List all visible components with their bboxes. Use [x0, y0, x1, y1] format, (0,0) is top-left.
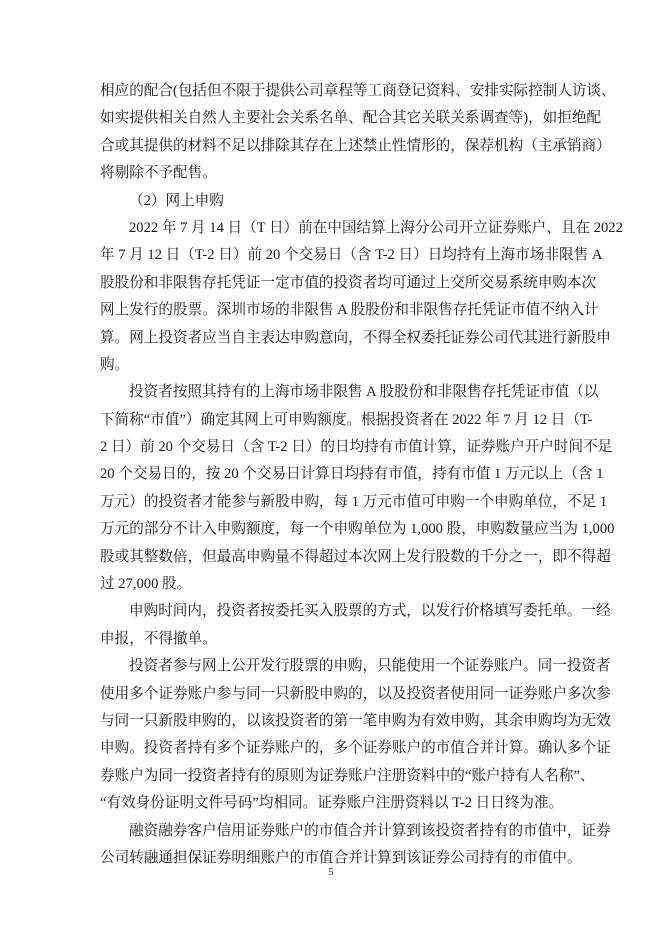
paragraph-subscription-quota — [100, 379, 615, 598]
text-line: 股股份和非限售存托凭证一定市值的投资者均可通过上交所交易系统申购本次 — [100, 274, 597, 291]
text-line: 公司转融通担保证券明细账户的市值合并计算到该证券公司持有的市值中。 — [100, 849, 582, 866]
text-line: 合或其提供的材料不足以排除其存在上述禁止性情形的，保荐机构（主承销商） — [100, 137, 611, 154]
text-line: 如实提供相关自然人主要社会关系名单、配合其它关联关系调查等)，如拒绝配 — [100, 110, 602, 127]
page-number: 5 — [328, 866, 334, 878]
text-line: 2 日）前 20 个交易日（含 T-2 日）的日均持有市值计算，证券账户开户时间不足 — [100, 439, 613, 456]
text-line: 过 27,000 股。 — [100, 576, 192, 593]
text-line: 券账户为同一投资者持有的原则为证券账户注册资料中的“账户持有人名称”、 — [100, 767, 595, 784]
text-line: 股或其整数倍，但最高申购量不得超过本次网上发行股数的千分之一，即不得超 — [100, 548, 611, 565]
text-line: 投资者参与网上公开发行股票的申购，只能使用一个证券账户。同一投资者 — [129, 658, 611, 675]
text-line: 使用多个证券账户参与同一只新股申购的，以及投资者使用同一证券账户多次参 — [100, 685, 611, 702]
paragraph-single-account — [100, 653, 611, 817]
text-line: 下简称“市值”）确定其网上可申购额度。根据投资者在 2022 年 7 月 12 日（T- — [100, 411, 593, 428]
text-line: 年 7 月 12 日（T-2 日）前 20 个交易日（含 T-2 日）日均持有上海市场非限售 A — [100, 247, 603, 264]
paragraph-matching-cooperation — [100, 78, 616, 188]
paragraph-eligibility — [100, 215, 623, 379]
text-line: 与同一只新股申购的，以该投资者的第一笔申购为有效申购，其余申购均为无效 — [100, 712, 611, 729]
document-page — [100, 78, 623, 872]
text-line: 将剔除不予配售。 — [100, 165, 217, 182]
text-line: 网上发行的股票。深圳市场的非限售 A 股股份和非限售存托凭证市值不纳入计 — [100, 302, 599, 319]
text-line: 融资融券客户信用证券账户的市值合并计算到该投资者持有的市值中，证券 — [129, 822, 611, 839]
text-line: 万元）的投资者才能参与新股申购，每 1 万元市值可申购一个申购单位，不足 1 — [100, 493, 608, 510]
text-line: 2022 年 7 月 14 日（T 日）前在中国结算上海分公司开立证券账户、且在 2022 — [129, 219, 623, 236]
text-line: “有效身份证明文件号码”均相同。证券账户注册资料以 T-2 日日终为准。 — [100, 795, 564, 812]
text-line: 投资者按照其持有的上海市场非限售 A 股股份和非限售存托凭证市值（以 — [129, 384, 599, 401]
paragraph-margin-accounts — [100, 818, 611, 873]
text-line: 申购。投资者持有多个证券账户的，多个证券账户的市值合并计算。确认多个证 — [100, 740, 611, 757]
text-line: 相应的配合(包括但不限于提供公司章程等工商登记资料、安排实际控制人访谈、 — [100, 83, 616, 99]
text-line: 万元的部分不计入申购额度，每一个申购单位为 1,000 股，申购数量应当为 1,000 — [100, 521, 615, 538]
section-heading: （2）网上申购 — [129, 192, 224, 209]
paragraph-subscription-time — [100, 598, 611, 653]
text-line: 申购时间内，投资者按委托买入股票的方式，以发行价格填写委托单。一经 — [129, 603, 611, 620]
section-heading-online-subscription — [100, 188, 564, 215]
text-line: 购。 — [100, 356, 130, 373]
text-line: 申报，不得撤单。 — [100, 630, 217, 647]
text-line: 算。网上投资者应当自主表达申购意向，不得全权委托证券公司代其进行新股申 — [100, 329, 611, 346]
text-line: 20 个交易日的，按 20 个交易日计算日均持有市值，持有市值 1 万元以上（含 1 — [100, 466, 604, 483]
